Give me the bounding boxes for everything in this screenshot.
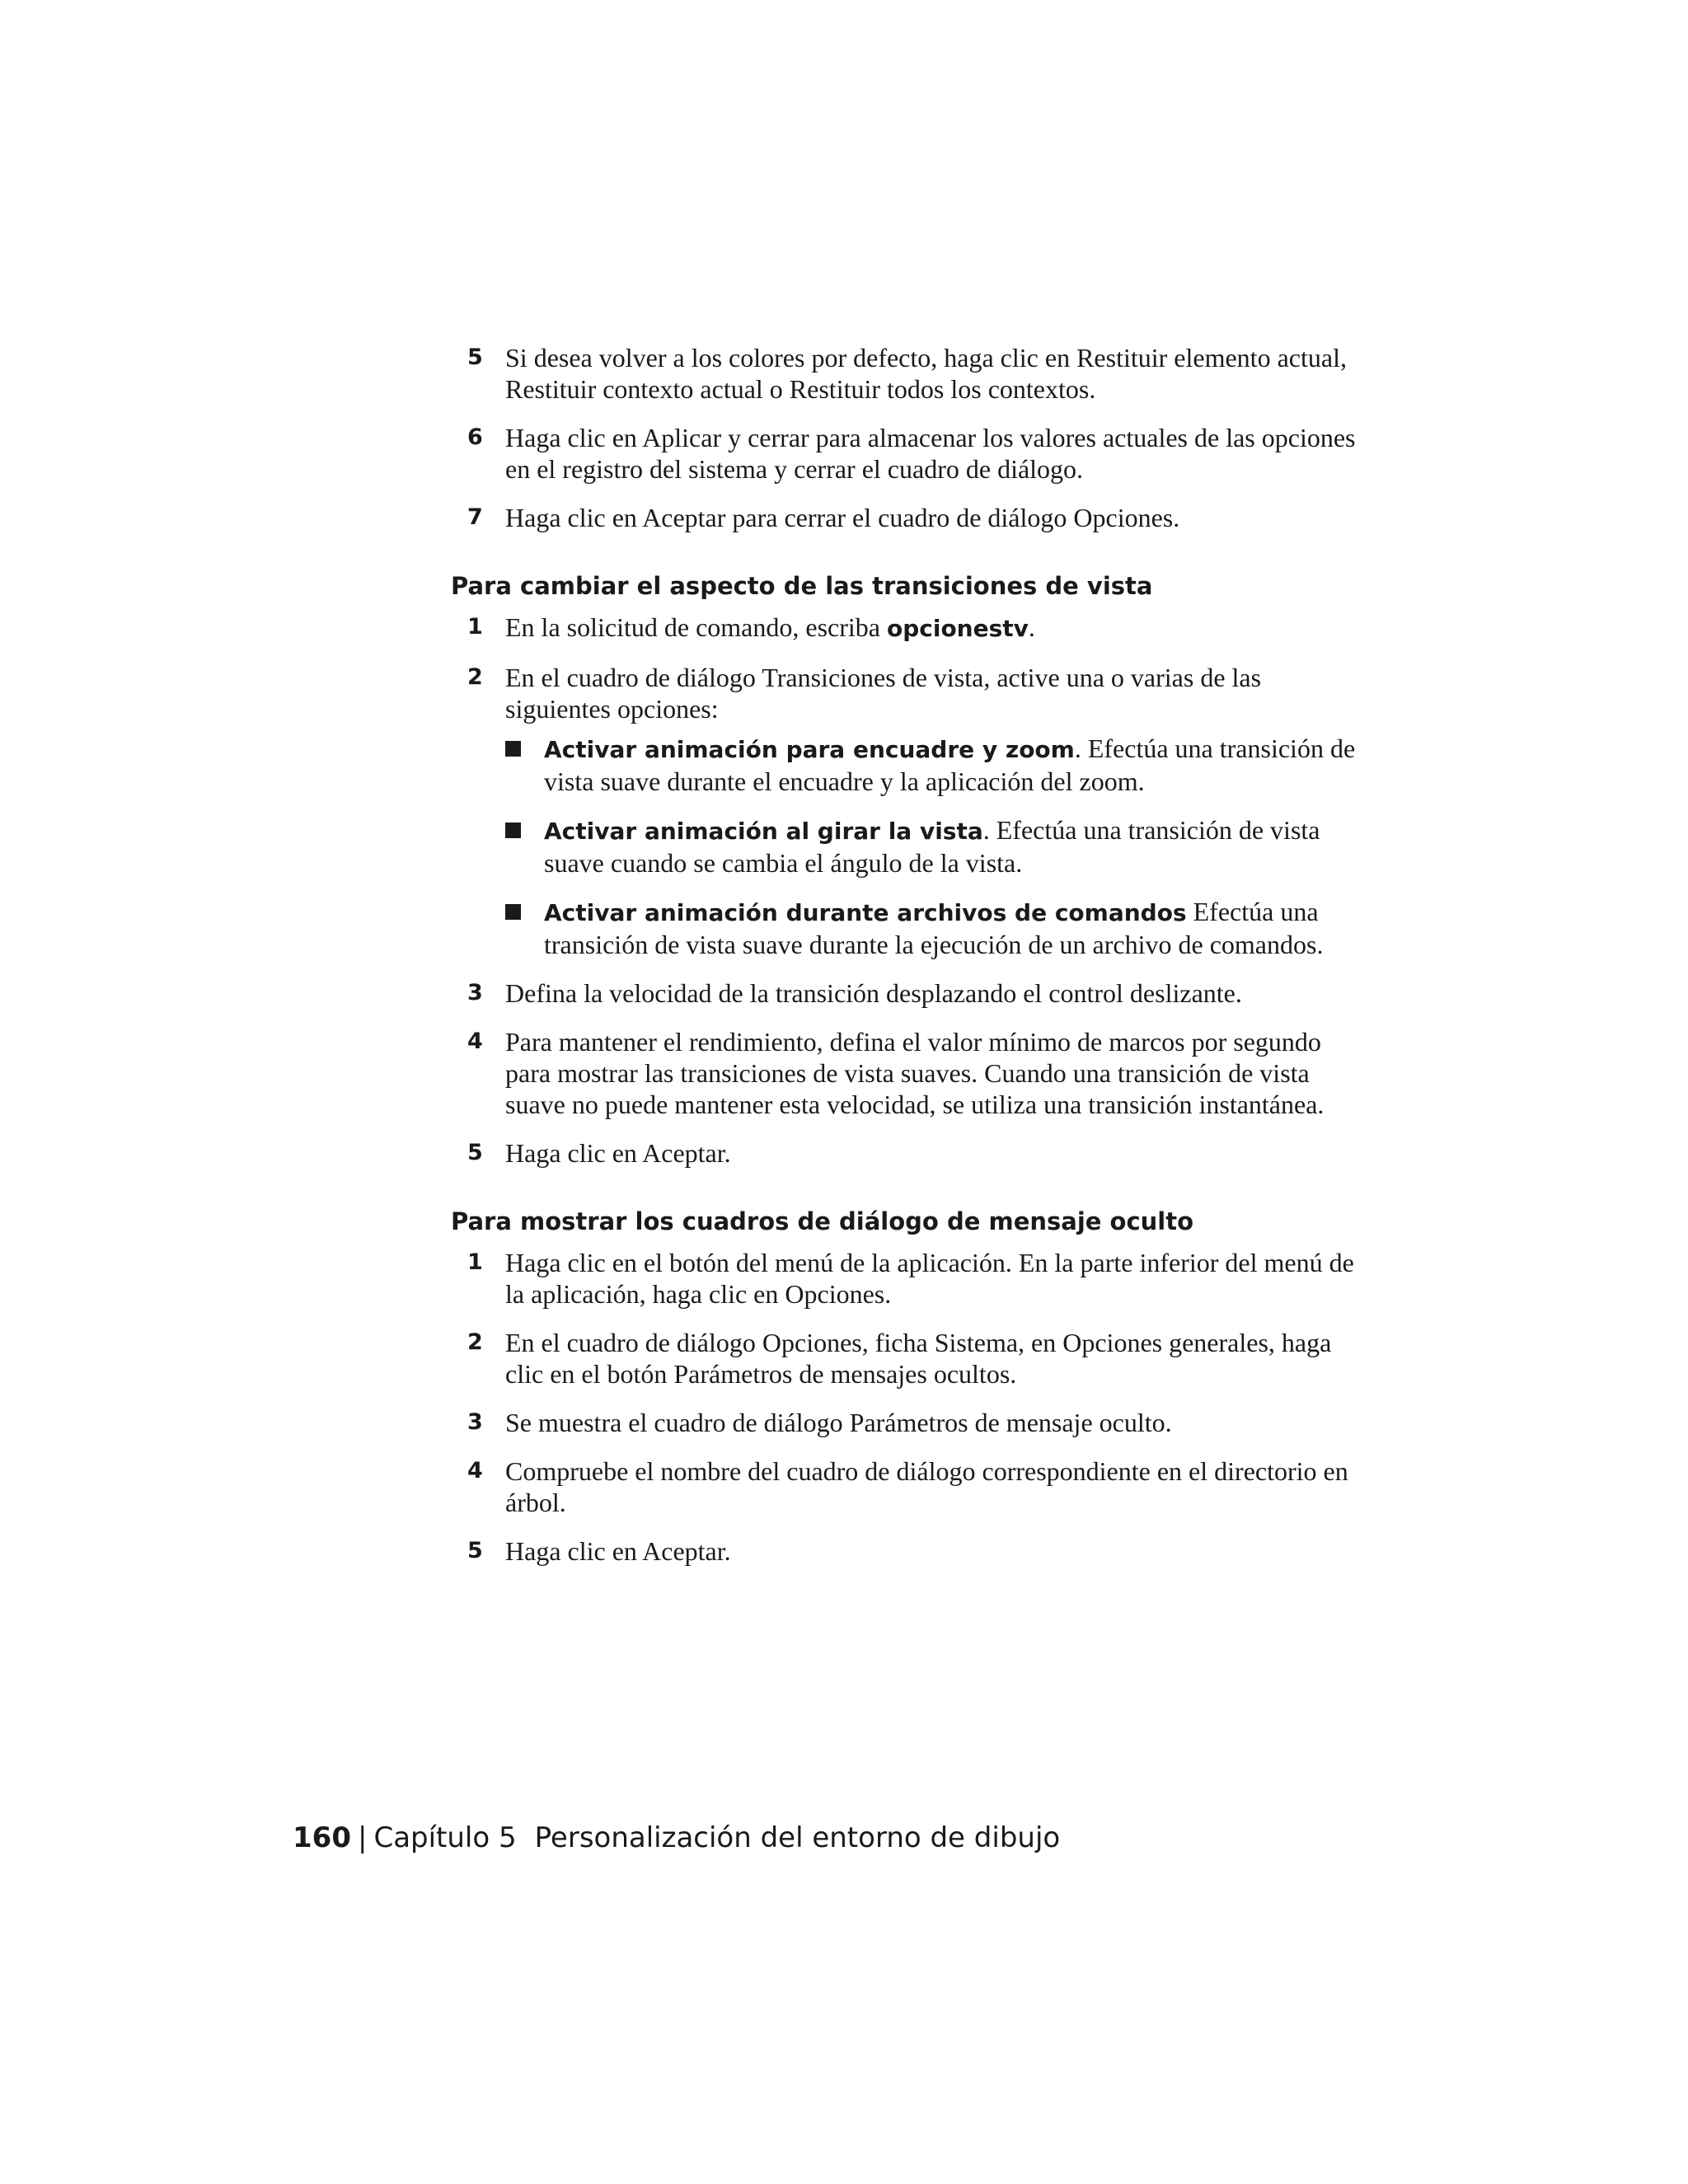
chapter-label: Capítulo 5 [373, 1821, 517, 1854]
step-item [451, 1407, 1357, 1438]
bullet-item [505, 733, 1368, 797]
option-description: Efectúa una transición de vista suave durante la ejecución de un archivo de comandos. [544, 897, 1324, 959]
step-item [451, 1026, 1357, 1120]
step-number: 5 [467, 344, 483, 370]
step-text: En el cuadro de diálogo Transiciones de vista, active una o varias de las siguientes opciones: [505, 663, 1262, 724]
step-item [451, 342, 1357, 405]
option-term: Activar animación al girar la vista [544, 818, 983, 845]
step-text: Se muestra el cuadro de diálogo Parámetros de mensaje oculto. [505, 1408, 1172, 1437]
steps-list-mensaje-oculto [451, 1247, 1357, 1567]
step-text: Haga clic en Aceptar para cerrar el cuadro de diálogo Opciones. [505, 503, 1180, 532]
step-text: Defina la velocidad de la transición desplazando el control deslizante. [505, 978, 1242, 1008]
step-number: 5 [467, 1140, 483, 1165]
step-number: 5 [467, 1538, 483, 1563]
step-text: Si desea volver a los colores por defecto, haga clic en Restituir elemento actual, Restituir contexto actual o Restituir todos los contextos. [505, 343, 1347, 404]
step-item [451, 422, 1357, 485]
page-content [451, 342, 1357, 1584]
page-number: 160 [293, 1821, 351, 1854]
step-number: 3 [467, 980, 483, 1005]
step-number: 1 [467, 614, 483, 640]
step-number: 2 [467, 1329, 483, 1355]
footer-separator: | [357, 1821, 368, 1854]
option-term: Activar animación para encuadre y zoom [544, 736, 1075, 763]
square-bullet-icon [505, 741, 521, 757]
steps-list-continued [451, 342, 1357, 533]
step-text-before: En la solicitud de comando, escriba [505, 612, 887, 642]
step-item [451, 1455, 1357, 1518]
section-heading-mensaje-oculto: Para mostrar los cuadros de diálogo de mensaje oculto [451, 1207, 1194, 1235]
step-item [451, 662, 1357, 960]
step-item [451, 612, 1357, 644]
step-text: Haga clic en el botón del menú de la aplicación. En la parte inferior del menú de la aplicación, haga clic en Opciones. [505, 1248, 1354, 1309]
step-number: 3 [467, 1409, 483, 1435]
step-item [451, 1137, 1357, 1169]
chapter-title: Personalización del entorno de dibujo [534, 1821, 1061, 1854]
option-description: . Efectúa una transición de vista suave cuando se cambia el ángulo de la vista. [544, 815, 1320, 878]
step-number: 4 [467, 1029, 483, 1054]
step-text: En el cuadro de diálogo Opciones, ficha Sistema, en Opciones generales, haga clic en el botón Parámetros de mensajes ocultos. [505, 1328, 1332, 1389]
step-text: Haga clic en Aceptar. [505, 1138, 731, 1168]
step-text: Para mantener el rendimiento, defina el valor mínimo de marcos por segundo para mostrar las transiciones de vista suaves. Cuando una transición de vista suave no puede mantener esta velocidad, se utiliza una transición instantánea. [505, 1027, 1325, 1119]
step-text: Haga clic en Aplicar y cerrar para almacenar los valores actuales de las opciones en el registro del sistema y cerrar el cuadro de diálogo. [505, 423, 1356, 484]
command-keyword: opcionestv [886, 615, 1029, 642]
options-bullet-list [505, 733, 1357, 960]
steps-list-transiciones [451, 612, 1357, 1169]
step-item [451, 502, 1357, 533]
step-number: 1 [467, 1249, 483, 1275]
step-text: Compruebe el nombre del cuadro de diálogo correspondiente en el directorio en árbol. [505, 1456, 1348, 1517]
step-text-after: . [1028, 612, 1035, 642]
option-description: . Efectúa una transición de vista suave durante el encuadre y la aplicación del zoom. [544, 733, 1356, 796]
page-footer [293, 1820, 1060, 1856]
square-bullet-icon [505, 904, 521, 920]
bullet-item [505, 896, 1368, 960]
option-term: Activar animación durante archivos de comandos [544, 899, 1187, 926]
step-number: 2 [467, 664, 483, 690]
step-item [451, 977, 1357, 1009]
step-number: 7 [467, 504, 483, 530]
bullet-item [505, 814, 1368, 879]
section-heading-transiciones: Para cambiar el aspecto de las transiciones de vista [451, 572, 1153, 600]
step-item [451, 1247, 1357, 1310]
step-number: 6 [467, 424, 483, 450]
step-item [451, 1535, 1357, 1567]
step-text [505, 612, 1362, 644]
square-bullet-icon [505, 823, 521, 838]
step-item [451, 1327, 1357, 1390]
step-number: 4 [467, 1458, 483, 1483]
step-text: Haga clic en Aceptar. [505, 1536, 731, 1566]
